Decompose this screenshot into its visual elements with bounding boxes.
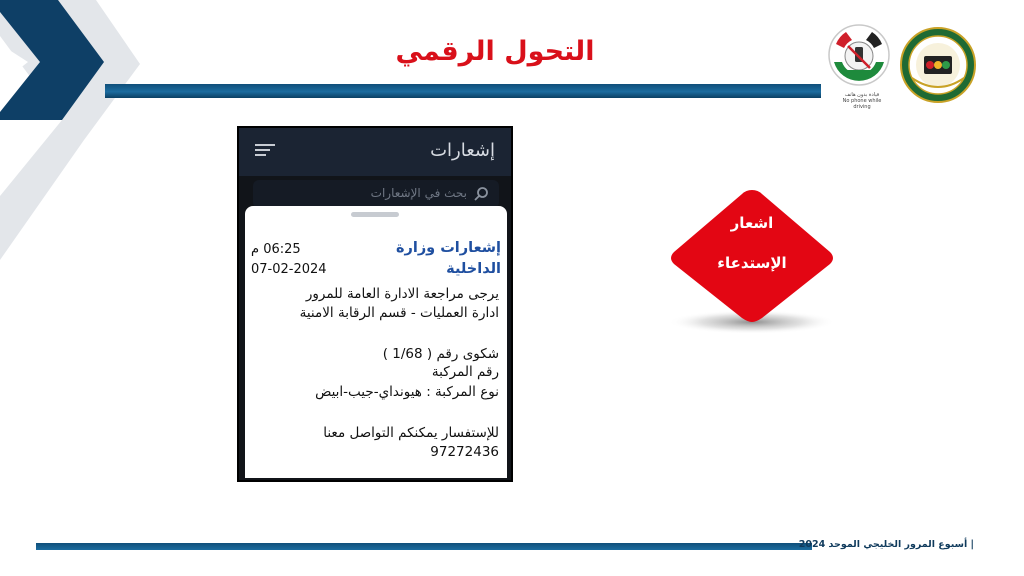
drag-handle[interactable]	[351, 212, 399, 217]
notification-body-line: للإستفسار يمكنكم التواصل معنا	[323, 425, 499, 441]
notification-body-line: 97272436	[430, 444, 499, 460]
footer-text: | أسبوع المرور الخليجي الموحد 2024	[798, 539, 974, 550]
slide-title: التحول الرقمي	[395, 36, 595, 67]
logo-caption-ar: قيادة بدون هاتف	[844, 92, 880, 98]
app-header-title: إشعارات	[430, 140, 495, 161]
notification-time: 06:25 م	[251, 242, 301, 257]
notification-body-line: نوع المركبة : هيونداي-جيب-ابيض	[315, 384, 499, 400]
title-underline	[105, 84, 821, 98]
badge-line-2: الإستدعاء	[717, 254, 787, 272]
no-phone-driving-logo	[826, 22, 892, 102]
menu-icon[interactable]	[255, 142, 275, 158]
notification-body-line: شكوى رقم ( 1/68 )	[382, 346, 499, 362]
footer-rule	[36, 543, 812, 550]
logo-caption-en: No phone while driving	[842, 98, 882, 110]
notification-body-line: ادارة العمليات - قسم الرقابة الامنية	[299, 305, 499, 321]
notification-heading: إشعارات وزارة الداخلية	[395, 240, 501, 277]
notification-body-line: رقم المركبة	[431, 364, 499, 380]
search-input[interactable]	[253, 180, 499, 208]
notification-sheet[interactable]	[245, 206, 507, 478]
search-icon	[473, 186, 489, 202]
decorative-chevrons	[0, 0, 150, 260]
app-header	[239, 128, 511, 176]
badge-line-1: اشعار	[730, 214, 774, 232]
search-placeholder: بحث في الإشعارات	[370, 186, 467, 200]
notification-body-line: يرجى مراجعة الادارة العامة للمرور	[305, 286, 499, 302]
traffic-department-emblem	[898, 26, 978, 104]
notification-date: 07-02-2024	[251, 262, 327, 277]
logo-caption	[834, 92, 890, 110]
phone-screenshot	[237, 126, 513, 482]
